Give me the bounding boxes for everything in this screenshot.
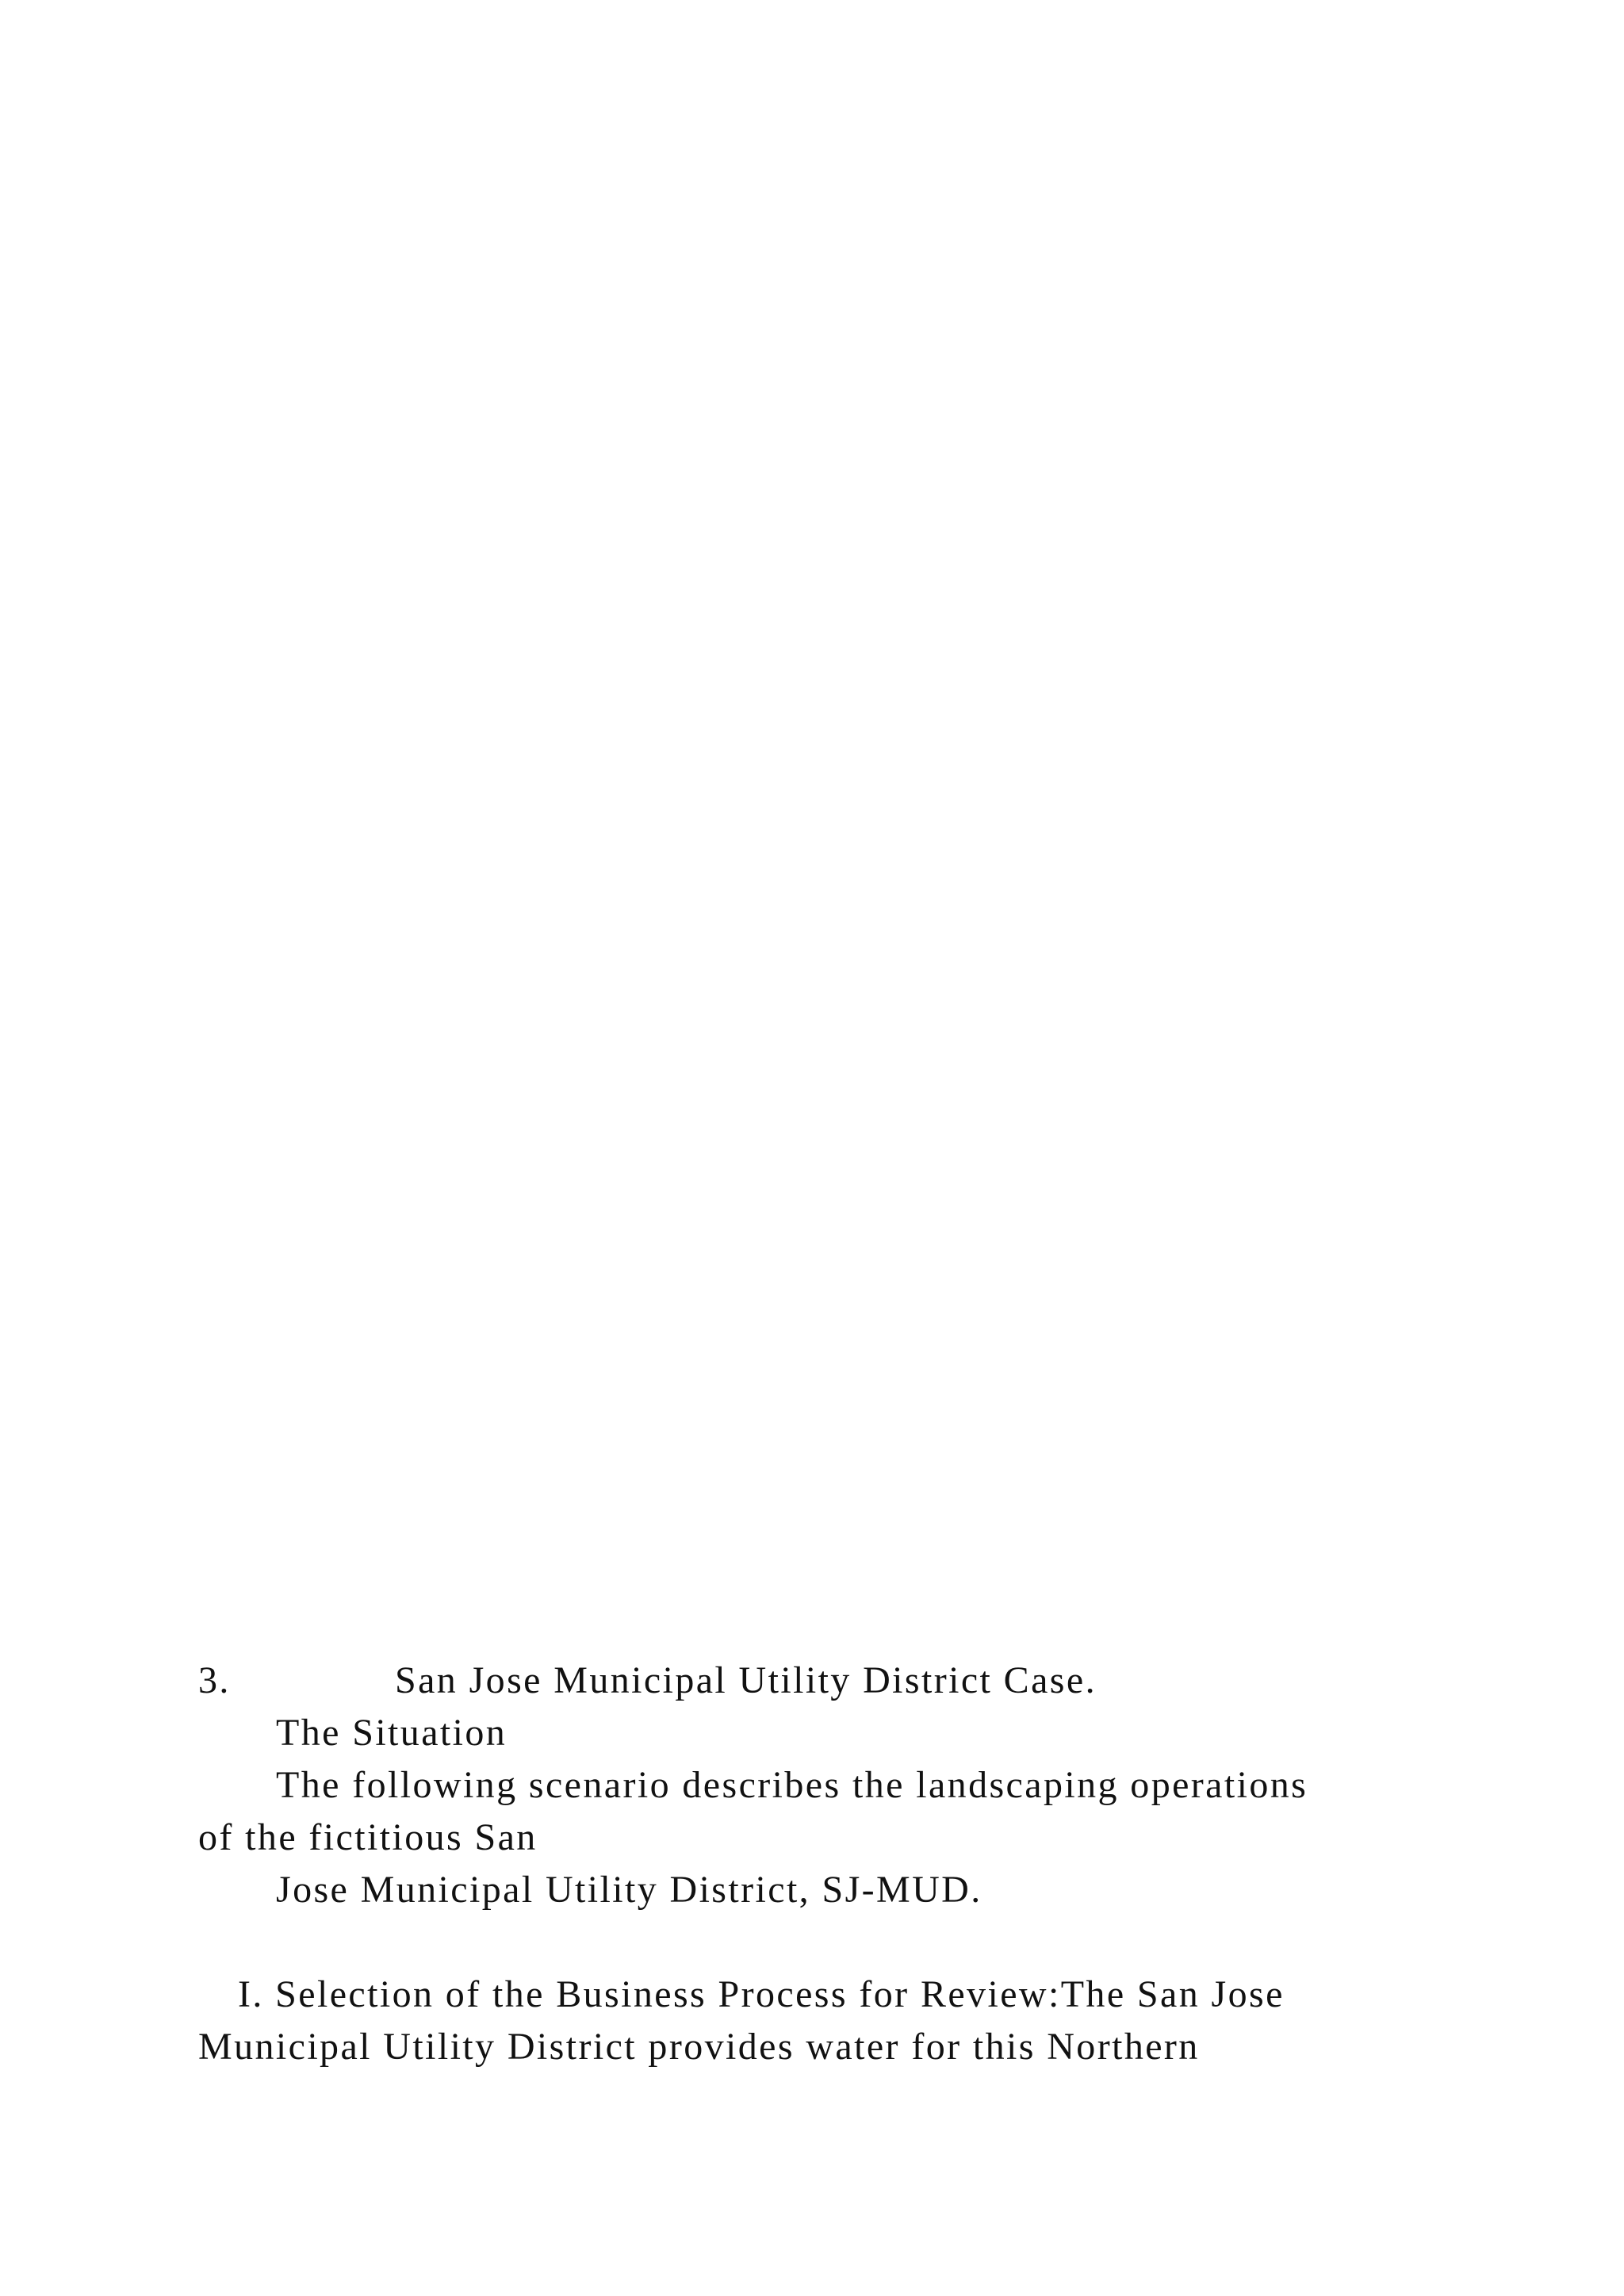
case-heading (198, 1655, 1530, 1707)
heading-number: 3. (198, 1659, 231, 1701)
situation-subheading: The Situation (276, 1712, 508, 1754)
heading-title: San Jose Municipal Utility District Case. (395, 1659, 1097, 1701)
section-line: I. Selection of the Business Process for Review:The San Jose (238, 1973, 1285, 2015)
paragraph-line: The following scenario describes the landscaping operations (276, 1764, 1308, 1806)
paragraph-line: Jose Municipal Utility District, SJ-MUD. (276, 1869, 982, 1911)
paragraph-line: of the fictitious San (198, 1816, 538, 1858)
section-line: Municipal Utility District provides water for this Northern (198, 2026, 1200, 2068)
blank-line (198, 1916, 1530, 1969)
document-body (198, 1655, 1530, 2073)
